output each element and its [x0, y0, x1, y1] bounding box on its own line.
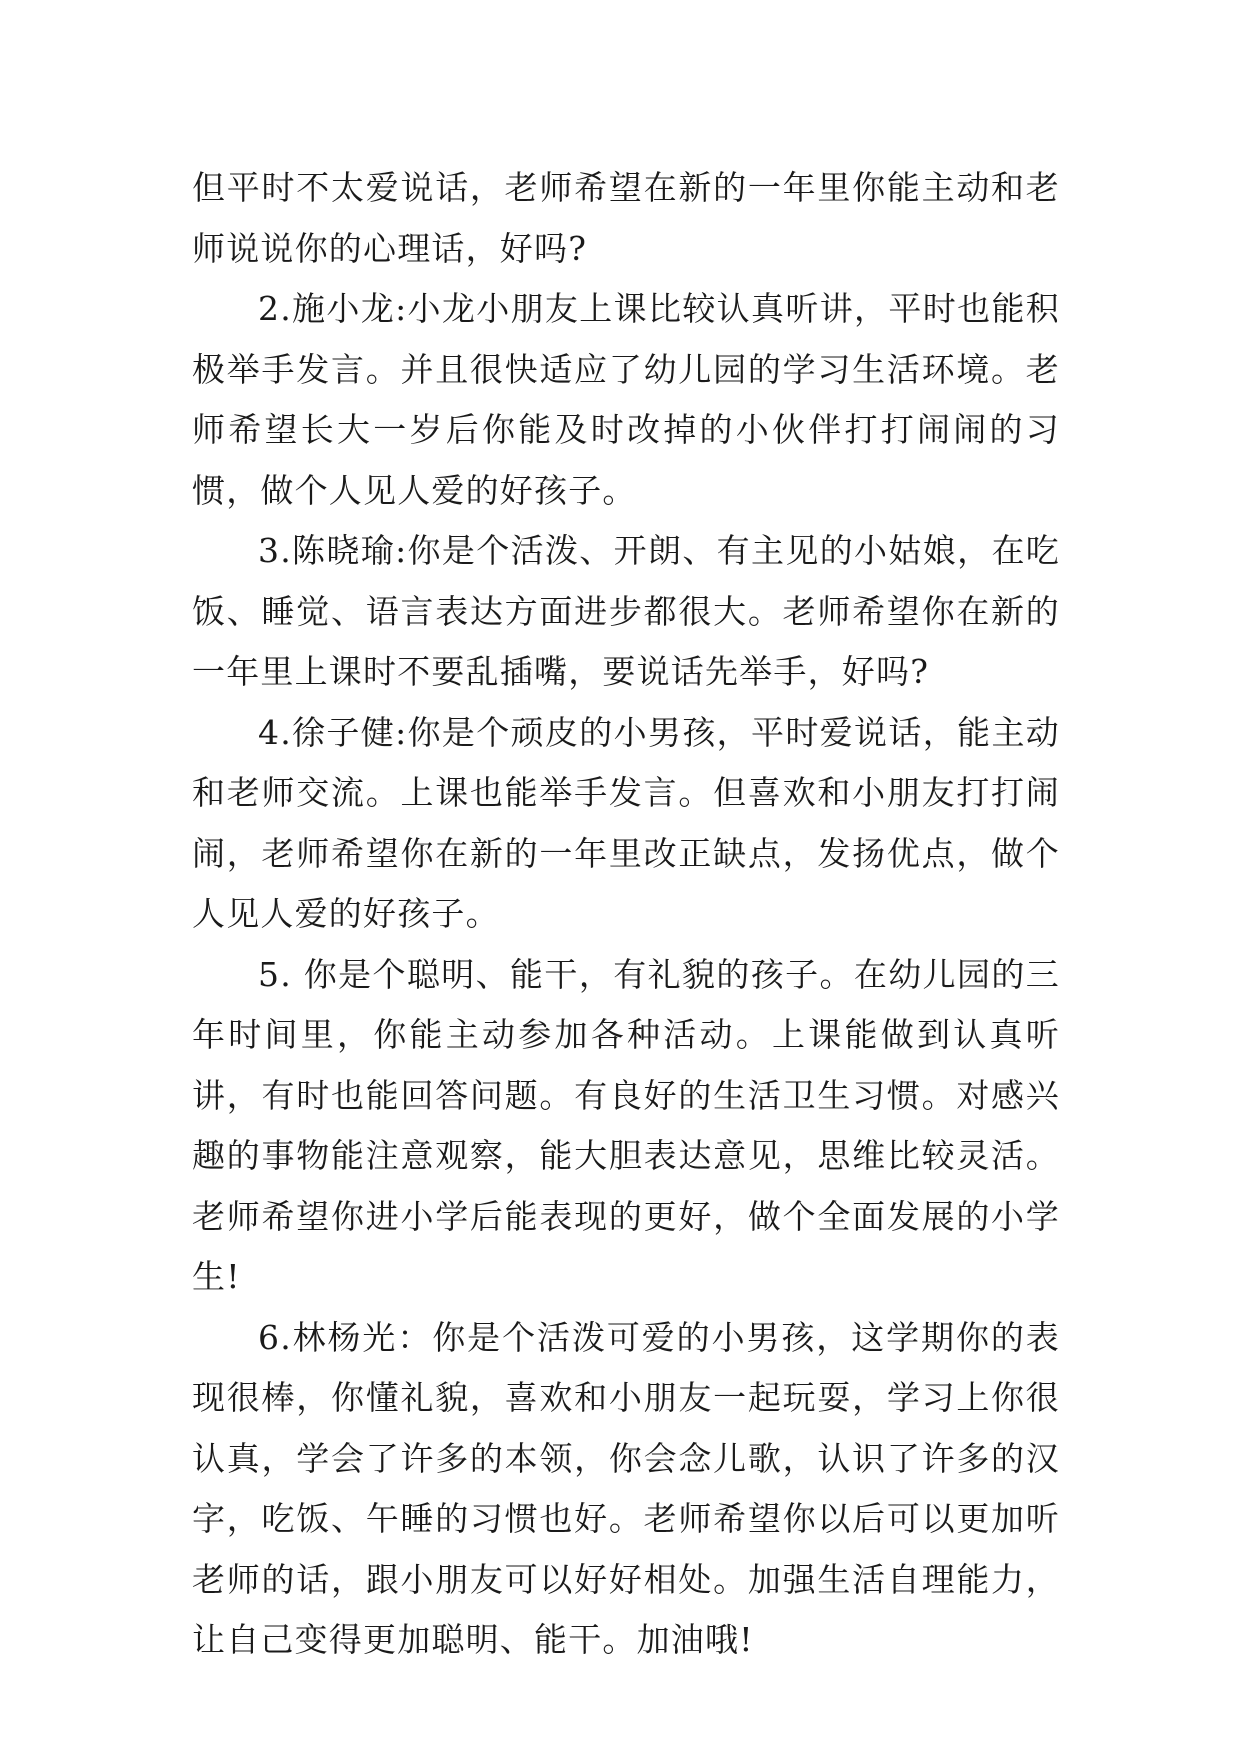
paragraph-item-3: 3.陈晓瑜:你是个活泼、开朗、有主见的小姑娘，在吃饭、睡觉、语言表达方面进步都很大。老师希望你在新的一年里上课时不要乱插嘴，要说话先举手，好吗? [192, 531, 1060, 691]
paragraph-item-6: 6.林杨光：你是个活泼可爱的小男孩，这学期你的表现很棒，你懂礼貌，喜欢和小朋友一起玩耍，学习上你很认真，学会了许多的本领，你会念儿歌，认识了许多的汉字，吃饭、午睡的习惯也好。老师希望你以后可以更加听老师的话，跟小朋友可以好好相处。加强生活自理能力，让自己变得更加聪明、能干。加油哦! [192, 1317, 1060, 1659]
document-body [192, 158, 1060, 1671]
paragraph-item-4: 4.徐子健:你是个顽皮的小男孩，平时爱说话，能主动和老师交流。上课也能举手发言。但喜欢和小朋友打打闹闹，老师希望你在新的一年里改正缺点，发扬优点，做个人见人爱的好孩子。 [192, 712, 1060, 933]
paragraph-item-2: 2.施小龙:小龙小朋友上课比较认真听讲，平时也能积极举手发言。并且很快适应了幼儿园的学习生活环境。老师希望长大一岁后你能及时改掉的小伙伴打打闹闹的习惯，做个人见人爱的好孩子。 [192, 289, 1060, 510]
paragraph-continuation: 但平时不太爱说话，老师希望在新的一年里你能主动和老师说说你的心理话，好吗? [192, 168, 1060, 268]
paragraph-item-5: 5. 你是个聪明、能干，有礼貌的孩子。在幼儿园的三年时间里，你能主动参加各种活动。上课能做到认真听讲，有时也能回答问题。有良好的生活卫生习惯。对感兴趣的事物能注意观察，能大胆表达意见，思维比较灵活。老师希望你进小学后能表现的更好，做个全面发展的小学生! [192, 954, 1060, 1296]
